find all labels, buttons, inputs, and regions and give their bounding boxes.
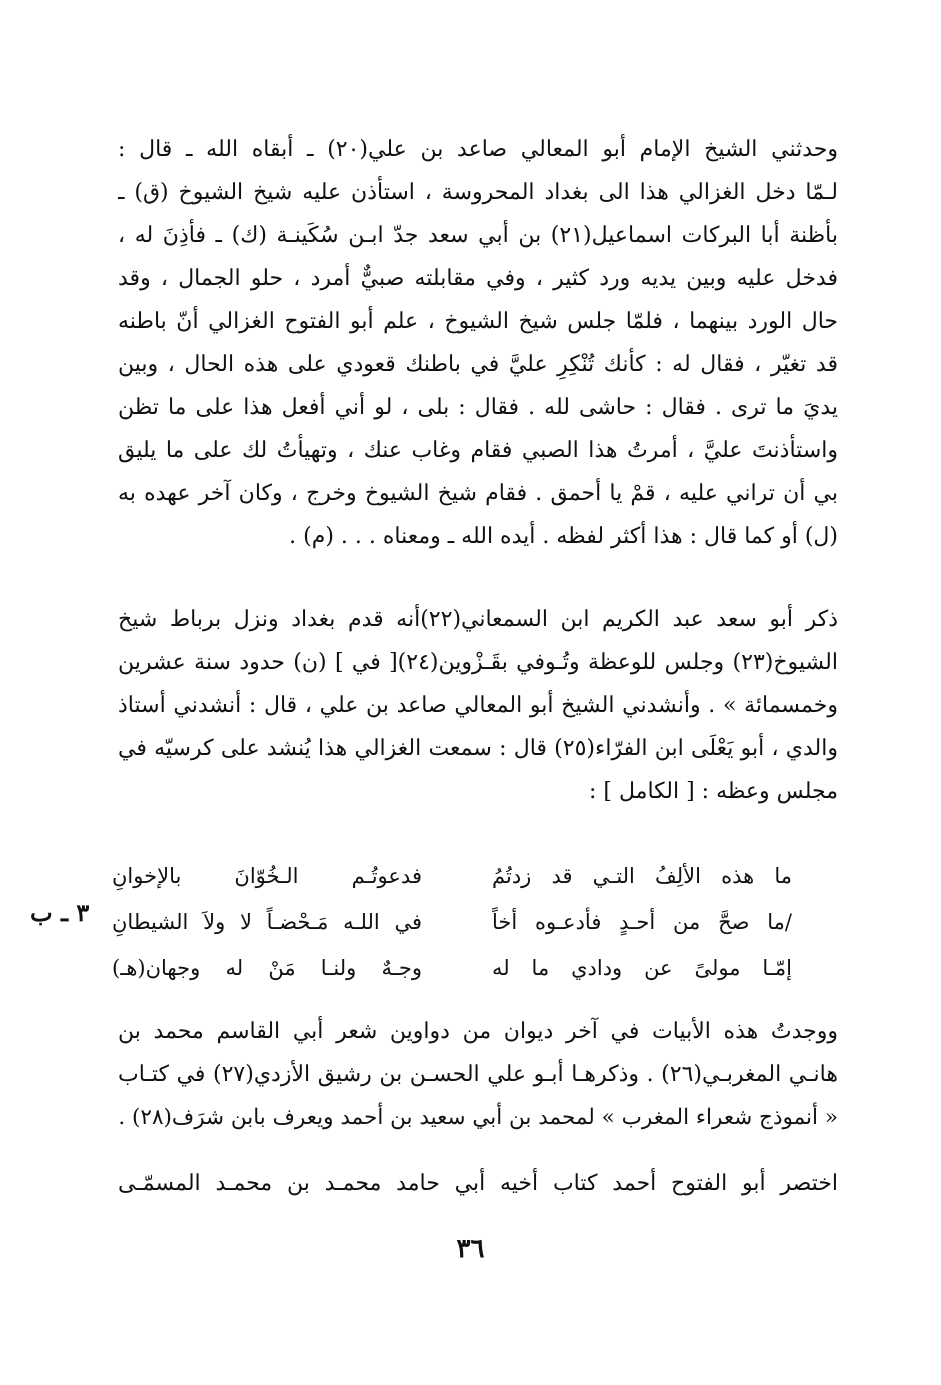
text-line: (ل) أو كما قال : هذا أكثر لفظه . أيده الله ـ ومعناه . . . (م) . — [289, 524, 838, 549]
paragraph-3 — [118, 1010, 838, 1139]
text-line: وحدثني الشيخ الإمام أبو المعالي صاعد بن علي(٢٠) ـ أبقاه الله ـ قال : — [118, 137, 838, 162]
verse-second-hemistich: وجـهٌ ولنـا مَنْ له وجهان(هـ) — [112, 956, 422, 980]
verse-first-hemistich: ما هذه الألِفُ التـي قد زدتُمُ — [492, 864, 792, 888]
paragraph-2 — [118, 598, 838, 813]
text-line: والدي ، أبو يَعْلَى ابن الفرّاء(٢٥) قال : سمعت الغزالي هذا يُنشد على كرسيّه في — [118, 736, 838, 761]
text-line: يديَ ما ترى . فقال : حاشى لله . فقال : بلى ، لو أني أفعل هذا على ما تظن — [118, 395, 838, 420]
paragraph-1 — [118, 128, 838, 558]
text-line: ذكر أبو سعد عبد الكريم ابن السمعاني(٢٢)أنه قدم بغداد ونزل برباط شيخ — [118, 607, 838, 632]
text-line: قد تغيّر ، فقال له : كأنك تُنْكِرِ عليَّ في باطنك قعودي على هذه الحال ، وبين — [118, 352, 838, 377]
text-line: واستأذنتَ عليَّ ، أمرتُ هذا الصبي فقام وغاب عنك ، وتهيأتُ لك على ما يليق — [118, 438, 838, 463]
poem — [112, 853, 792, 991]
page-number: ٣٦ — [456, 1234, 485, 1264]
text-line: بي أن تراني عليه ، قمْ يا أحمق . فقام شيخ الشيوخ وخرج ، وكان آخر عهده به — [118, 481, 838, 506]
verse-first-hemistich: /ما صحَّ من أحـدٍ فأدعـوه أخاً — [492, 910, 792, 934]
poem-verse — [112, 945, 792, 991]
paragraph-4 — [118, 1162, 838, 1205]
text-line: اختصر أبو الفتوح أحمد كتاب أخيه أبي حامد محمـد بن محمـد المسمّـى — [118, 1171, 838, 1196]
text-line: وخمسمائة » . وأنشدني الشيخ أبو المعالي صاعد بن علي ، قال : أنشدني أستاذ — [118, 693, 838, 718]
verse-second-hemistich: في اللـه مَـحْضـاً لا ولاَ الشيطانِ — [112, 910, 422, 934]
text-line: هانـي المغربـي(٢٦) . وذكرهـا أبـو علي الحسـن بن رشيق الأزدي(٢٧) في كتـاب — [118, 1062, 838, 1087]
manuscript-folio-marker: ٣ ـ ب — [30, 898, 90, 927]
text-line: بأظنة أبا البركات اسماعيل(٢١) بن أبي سعد جدّ ابـن سُكَينـة (ك) ـ فأذِنَ له ، — [118, 223, 838, 248]
poem-verse — [112, 853, 792, 899]
text-line: الشيوخ(٢٣) وجلس للوعظة وتُـوفي بقَـزْوين(٢٤)[ في ] (ن) حدود سنة عشرين — [118, 650, 838, 675]
text-line: لـمّا دخل الغزالي هذا الى بغداد المحروسة ، استأذن عليه شيخ الشيوخ (ق) ـ — [118, 180, 838, 205]
text-line: ووجدتُ هذه الأبيات في آخر ديوان من دواوين شعر أبي القاسم محمد بن — [118, 1019, 838, 1044]
text-line: مجلس وعظه : [ الكامل ] : — [589, 779, 838, 804]
text-line: فدخل عليه وبين يديه ورد كثير ، وفي مقابلته صبيٌّ أمرد ، حلو الجمال ، وقد — [118, 266, 838, 291]
poem-verse — [112, 899, 792, 945]
text-line: « أنموذج شعراء المغرب » لمحمد بن أبي سعيد بن أحمد ويعرف بابن شرَف(٢٨) . — [118, 1105, 838, 1130]
verse-second-hemistich: فدعوتُـم الـخُوّانَ بالإخوانِ — [112, 864, 422, 888]
text-line: حال الورد بينهما ، فلمّا جلس شيخ الشيوخ ، علم أبو الفتوح الغزالي أنّ باطنه — [118, 309, 838, 334]
verse-first-hemistich: إمّـا مولىً عن ودادي ما له — [492, 956, 792, 980]
